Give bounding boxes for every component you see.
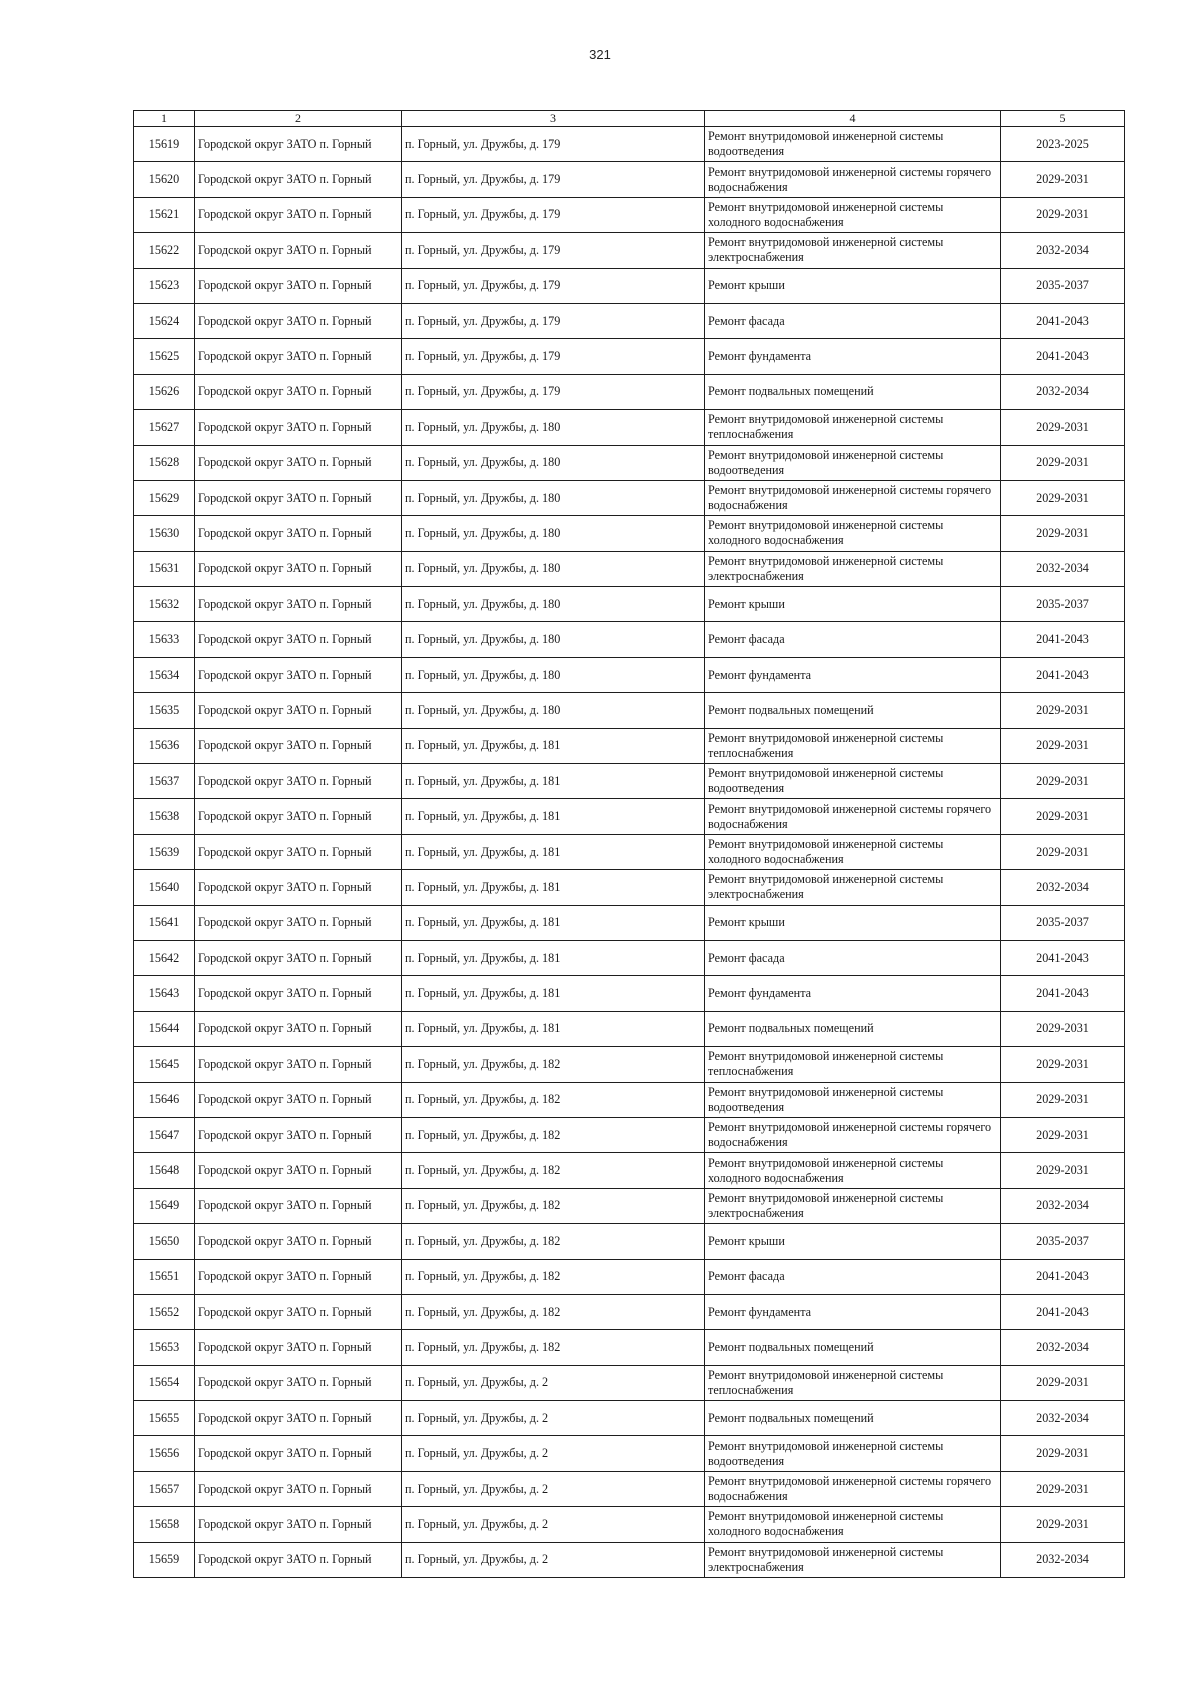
table-body: [134, 127, 1125, 1578]
table-row: [134, 622, 1125, 657]
work-type-cell: Ремонт внутридомовой инженерной системы теплоснабжения: [705, 1365, 1001, 1400]
period-cell: 2029-2031: [1001, 1047, 1125, 1082]
work-type-cell: Ремонт внутридомовой инженерной системы холодного водоснабжения: [705, 1153, 1001, 1188]
address-cell: п. Горный, ул. Дружбы, д. 182: [402, 1188, 705, 1223]
work-type-cell: Ремонт фасада: [705, 303, 1001, 338]
period-cell: 2029-2031: [1001, 1082, 1125, 1117]
table-row: [134, 162, 1125, 197]
table-row: [134, 693, 1125, 728]
municipality-cell: Городской округ ЗАТО п. Горный: [195, 197, 402, 232]
row-number-cell: 15643: [134, 976, 195, 1011]
address-cell: п. Горный, ул. Дружбы, д. 180: [402, 445, 705, 480]
municipality-cell: Городской округ ЗАТО п. Горный: [195, 339, 402, 374]
municipality-cell: Городской округ ЗАТО п. Горный: [195, 657, 402, 692]
work-type-cell: Ремонт фундамента: [705, 339, 1001, 374]
period-cell: 2029-2031: [1001, 480, 1125, 515]
row-number-cell: 15652: [134, 1294, 195, 1329]
period-cell: 2023-2025: [1001, 127, 1125, 162]
header-col-3: 3: [402, 111, 705, 127]
period-cell: 2032-2034: [1001, 1330, 1125, 1365]
period-cell: 2029-2031: [1001, 445, 1125, 480]
table-row: [134, 1153, 1125, 1188]
period-cell: 2035-2037: [1001, 1224, 1125, 1259]
municipality-cell: Городской округ ЗАТО п. Горный: [195, 1224, 402, 1259]
row-number-cell: 15619: [134, 127, 195, 162]
period-cell: 2029-2031: [1001, 516, 1125, 551]
address-cell: п. Горный, ул. Дружбы, д. 182: [402, 1224, 705, 1259]
row-number-cell: 15656: [134, 1436, 195, 1471]
table-row: [134, 764, 1125, 799]
row-number-cell: 15626: [134, 374, 195, 409]
municipality-cell: Городской округ ЗАТО п. Горный: [195, 834, 402, 869]
address-cell: п. Горный, ул. Дружбы, д. 182: [402, 1082, 705, 1117]
table-row: [134, 303, 1125, 338]
work-type-cell: Ремонт крыши: [705, 268, 1001, 303]
work-type-cell: Ремонт подвальных помещений: [705, 1401, 1001, 1436]
work-type-cell: Ремонт внутридомовой инженерной системы электроснабжения: [705, 1188, 1001, 1223]
period-cell: 2029-2031: [1001, 1507, 1125, 1542]
municipality-cell: Городской округ ЗАТО п. Горный: [195, 268, 402, 303]
table-row: [134, 1011, 1125, 1046]
work-type-cell: Ремонт внутридомовой инженерной системы теплоснабжения: [705, 410, 1001, 445]
table-row: [134, 1047, 1125, 1082]
row-number-cell: 15651: [134, 1259, 195, 1294]
work-type-cell: Ремонт внутридомовой инженерной системы холодного водоснабжения: [705, 1507, 1001, 1542]
address-cell: п. Горный, ул. Дружбы, д. 182: [402, 1294, 705, 1329]
work-type-cell: Ремонт внутридомовой инженерной системы горячего водоснабжения: [705, 799, 1001, 834]
period-cell: 2032-2034: [1001, 1188, 1125, 1223]
period-cell: 2032-2034: [1001, 1401, 1125, 1436]
municipality-cell: Городской округ ЗАТО п. Горный: [195, 693, 402, 728]
work-type-cell: Ремонт внутридомовой инженерной системы холодного водоснабжения: [705, 516, 1001, 551]
period-cell: 2041-2043: [1001, 976, 1125, 1011]
municipality-cell: Городской округ ЗАТО п. Горный: [195, 764, 402, 799]
work-type-cell: Ремонт подвальных помещений: [705, 1330, 1001, 1365]
address-cell: п. Горный, ул. Дружбы, д. 2: [402, 1507, 705, 1542]
municipality-cell: Городской округ ЗАТО п. Горный: [195, 1294, 402, 1329]
address-cell: п. Горный, ул. Дружбы, д. 179: [402, 162, 705, 197]
row-number-cell: 15633: [134, 622, 195, 657]
address-cell: п. Горный, ул. Дружбы, д. 181: [402, 940, 705, 975]
row-number-cell: 15647: [134, 1117, 195, 1152]
row-number-cell: 15638: [134, 799, 195, 834]
municipality-cell: Городской округ ЗАТО п. Горный: [195, 1188, 402, 1223]
municipality-cell: Городской округ ЗАТО п. Горный: [195, 622, 402, 657]
work-type-cell: Ремонт внутридомовой инженерной системы водоотведения: [705, 764, 1001, 799]
row-number-cell: 15658: [134, 1507, 195, 1542]
municipality-cell: Городской округ ЗАТО п. Горный: [195, 374, 402, 409]
address-cell: п. Горный, ул. Дружбы, д. 179: [402, 374, 705, 409]
work-type-cell: Ремонт крыши: [705, 905, 1001, 940]
period-cell: 2029-2031: [1001, 764, 1125, 799]
address-cell: п. Горный, ул. Дружбы, д. 179: [402, 127, 705, 162]
table-row: [134, 233, 1125, 268]
address-cell: п. Горный, ул. Дружбы, д. 180: [402, 410, 705, 445]
municipality-cell: Городской округ ЗАТО п. Горный: [195, 1117, 402, 1152]
municipality-cell: Городской округ ЗАТО п. Горный: [195, 587, 402, 622]
row-number-cell: 15637: [134, 764, 195, 799]
address-cell: п. Горный, ул. Дружбы, д. 180: [402, 587, 705, 622]
municipality-cell: Городской округ ЗАТО п. Горный: [195, 976, 402, 1011]
row-number-cell: 15623: [134, 268, 195, 303]
row-number-cell: 15622: [134, 233, 195, 268]
period-cell: 2029-2031: [1001, 1436, 1125, 1471]
municipality-cell: Городской округ ЗАТО п. Горный: [195, 1153, 402, 1188]
period-cell: 2029-2031: [1001, 799, 1125, 834]
header-row: [134, 111, 1125, 127]
row-number-cell: 15642: [134, 940, 195, 975]
row-number-cell: 15655: [134, 1401, 195, 1436]
period-cell: 2041-2043: [1001, 303, 1125, 338]
address-cell: п. Горный, ул. Дружбы, д. 180: [402, 480, 705, 515]
row-number-cell: 15644: [134, 1011, 195, 1046]
row-number-cell: 15646: [134, 1082, 195, 1117]
period-cell: 2035-2037: [1001, 587, 1125, 622]
municipality-cell: Городской округ ЗАТО п. Горный: [195, 1011, 402, 1046]
address-cell: п. Горный, ул. Дружбы, д. 181: [402, 799, 705, 834]
work-type-cell: Ремонт внутридомовой инженерной системы электроснабжения: [705, 1542, 1001, 1577]
table-row: [134, 268, 1125, 303]
municipality-cell: Городской округ ЗАТО п. Горный: [195, 480, 402, 515]
work-type-cell: Ремонт внутридомовой инженерной системы теплоснабжения: [705, 728, 1001, 763]
work-type-cell: Ремонт внутридомовой инженерной системы холодного водоснабжения: [705, 834, 1001, 869]
address-cell: п. Горный, ул. Дружбы, д. 2: [402, 1436, 705, 1471]
repair-schedule-table: [133, 110, 1125, 1578]
municipality-cell: Городской округ ЗАТО п. Горный: [195, 1401, 402, 1436]
row-number-cell: 15620: [134, 162, 195, 197]
address-cell: п. Горный, ул. Дружбы, д. 182: [402, 1330, 705, 1365]
period-cell: 2029-2031: [1001, 834, 1125, 869]
address-cell: п. Горный, ул. Дружбы, д. 182: [402, 1117, 705, 1152]
work-type-cell: Ремонт внутридомовой инженерной системы водоотведения: [705, 127, 1001, 162]
period-cell: 2032-2034: [1001, 233, 1125, 268]
table-header: [134, 111, 1125, 127]
address-cell: п. Горный, ул. Дружбы, д. 179: [402, 268, 705, 303]
address-cell: п. Горный, ул. Дружбы, д. 2: [402, 1365, 705, 1400]
address-cell: п. Горный, ул. Дружбы, д. 2: [402, 1401, 705, 1436]
row-number-cell: 15657: [134, 1471, 195, 1506]
table-row: [134, 587, 1125, 622]
row-number-cell: 15659: [134, 1542, 195, 1577]
address-cell: п. Горный, ул. Дружбы, д. 180: [402, 622, 705, 657]
address-cell: п. Горный, ул. Дружбы, д. 180: [402, 516, 705, 551]
table-row: [134, 1224, 1125, 1259]
work-type-cell: Ремонт внутридомовой инженерной системы электроснабжения: [705, 870, 1001, 905]
municipality-cell: Городской округ ЗАТО п. Горный: [195, 551, 402, 586]
header-col-5: 5: [1001, 111, 1125, 127]
row-number-cell: 15645: [134, 1047, 195, 1082]
address-cell: п. Горный, ул. Дружбы, д. 182: [402, 1259, 705, 1294]
work-type-cell: Ремонт внутридомовой инженерной системы холодного водоснабжения: [705, 197, 1001, 232]
municipality-cell: Городской округ ЗАТО п. Горный: [195, 1330, 402, 1365]
municipality-cell: Городской округ ЗАТО п. Горный: [195, 799, 402, 834]
period-cell: 2035-2037: [1001, 268, 1125, 303]
period-cell: 2041-2043: [1001, 940, 1125, 975]
address-cell: п. Горный, ул. Дружбы, д. 181: [402, 764, 705, 799]
address-cell: п. Горный, ул. Дружбы, д. 180: [402, 657, 705, 692]
work-type-cell: Ремонт внутридомовой инженерной системы водоотведения: [705, 1082, 1001, 1117]
table-row: [134, 516, 1125, 551]
table-row: [134, 1330, 1125, 1365]
work-type-cell: Ремонт внутридомовой инженерной системы горячего водоснабжения: [705, 1471, 1001, 1506]
table-row: [134, 127, 1125, 162]
period-cell: 2041-2043: [1001, 1294, 1125, 1329]
address-cell: п. Горный, ул. Дружбы, д. 179: [402, 339, 705, 374]
period-cell: 2029-2031: [1001, 1117, 1125, 1152]
table-row: [134, 905, 1125, 940]
work-type-cell: Ремонт крыши: [705, 587, 1001, 622]
row-number-cell: 15628: [134, 445, 195, 480]
work-type-cell: Ремонт крыши: [705, 1224, 1001, 1259]
municipality-cell: Городской округ ЗАТО п. Горный: [195, 303, 402, 338]
row-number-cell: 15621: [134, 197, 195, 232]
work-type-cell: Ремонт фундамента: [705, 1294, 1001, 1329]
work-type-cell: Ремонт внутридомовой инженерной системы горячего водоснабжения: [705, 480, 1001, 515]
address-cell: п. Горный, ул. Дружбы, д. 2: [402, 1542, 705, 1577]
row-number-cell: 15639: [134, 834, 195, 869]
header-col-1: 1: [134, 111, 195, 127]
row-number-cell: 15649: [134, 1188, 195, 1223]
period-cell: 2041-2043: [1001, 339, 1125, 374]
address-cell: п. Горный, ул. Дружбы, д. 179: [402, 303, 705, 338]
table-row: [134, 799, 1125, 834]
municipality-cell: Городской округ ЗАТО п. Горный: [195, 1507, 402, 1542]
header-col-4: 4: [705, 111, 1001, 127]
work-type-cell: Ремонт фасада: [705, 1259, 1001, 1294]
municipality-cell: Городской округ ЗАТО п. Горный: [195, 162, 402, 197]
period-cell: 2041-2043: [1001, 622, 1125, 657]
municipality-cell: Городской округ ЗАТО п. Горный: [195, 127, 402, 162]
work-type-cell: Ремонт внутридомовой инженерной системы электроснабжения: [705, 551, 1001, 586]
period-cell: 2029-2031: [1001, 693, 1125, 728]
row-number-cell: 15625: [134, 339, 195, 374]
municipality-cell: Городской округ ЗАТО п. Горный: [195, 445, 402, 480]
row-number-cell: 15629: [134, 480, 195, 515]
period-cell: 2029-2031: [1001, 728, 1125, 763]
row-number-cell: 15632: [134, 587, 195, 622]
municipality-cell: Городской округ ЗАТО п. Горный: [195, 1436, 402, 1471]
period-cell: 2029-2031: [1001, 410, 1125, 445]
address-cell: п. Горный, ул. Дружбы, д. 180: [402, 551, 705, 586]
address-cell: п. Горный, ул. Дружбы, д. 180: [402, 693, 705, 728]
period-cell: 2029-2031: [1001, 1011, 1125, 1046]
table-row: [134, 1082, 1125, 1117]
work-type-cell: Ремонт внутридомовой инженерной системы водоотведения: [705, 1436, 1001, 1471]
table-row: [134, 1188, 1125, 1223]
table-row: [134, 339, 1125, 374]
table-row: [134, 1436, 1125, 1471]
municipality-cell: Городской округ ЗАТО п. Горный: [195, 940, 402, 975]
row-number-cell: 15636: [134, 728, 195, 763]
row-number-cell: 15648: [134, 1153, 195, 1188]
work-type-cell: Ремонт внутридомовой инженерной системы теплоснабжения: [705, 1047, 1001, 1082]
table-row: [134, 657, 1125, 692]
period-cell: 2032-2034: [1001, 1542, 1125, 1577]
table-row: [134, 728, 1125, 763]
table-row: [134, 1471, 1125, 1506]
table-row: [134, 374, 1125, 409]
work-type-cell: Ремонт подвальных помещений: [705, 1011, 1001, 1046]
address-cell: п. Горный, ул. Дружбы, д. 181: [402, 1011, 705, 1046]
row-number-cell: 15641: [134, 905, 195, 940]
row-number-cell: 15635: [134, 693, 195, 728]
work-type-cell: Ремонт внутридомовой инженерной системы электроснабжения: [705, 233, 1001, 268]
municipality-cell: Городской округ ЗАТО п. Горный: [195, 233, 402, 268]
period-cell: 2032-2034: [1001, 870, 1125, 905]
work-type-cell: Ремонт фундамента: [705, 657, 1001, 692]
period-cell: 2035-2037: [1001, 905, 1125, 940]
table-row: [134, 834, 1125, 869]
work-type-cell: Ремонт фундамента: [705, 976, 1001, 1011]
work-type-cell: Ремонт внутридомовой инженерной системы горячего водоснабжения: [705, 162, 1001, 197]
row-number-cell: 15627: [134, 410, 195, 445]
address-cell: п. Горный, ул. Дружбы, д. 179: [402, 197, 705, 232]
table-row: [134, 1401, 1125, 1436]
address-cell: п. Горный, ул. Дружбы, д. 182: [402, 1153, 705, 1188]
table-row: [134, 870, 1125, 905]
work-type-cell: Ремонт фасада: [705, 622, 1001, 657]
page-number: 321: [589, 47, 611, 62]
municipality-cell: Городской округ ЗАТО п. Горный: [195, 1542, 402, 1577]
work-type-cell: Ремонт подвальных помещений: [705, 374, 1001, 409]
row-number-cell: 15654: [134, 1365, 195, 1400]
table-row: [134, 445, 1125, 480]
period-cell: 2029-2031: [1001, 162, 1125, 197]
period-cell: 2041-2043: [1001, 1259, 1125, 1294]
table-row: [134, 1507, 1125, 1542]
address-cell: п. Горный, ул. Дружбы, д. 181: [402, 834, 705, 869]
work-type-cell: Ремонт внутридомовой инженерной системы горячего водоснабжения: [705, 1117, 1001, 1152]
period-cell: 2029-2031: [1001, 197, 1125, 232]
row-number-cell: 15630: [134, 516, 195, 551]
municipality-cell: Городской округ ЗАТО п. Горный: [195, 1259, 402, 1294]
municipality-cell: Городской округ ЗАТО п. Горный: [195, 1471, 402, 1506]
row-number-cell: 15624: [134, 303, 195, 338]
row-number-cell: 15640: [134, 870, 195, 905]
table-row: [134, 1365, 1125, 1400]
row-number-cell: 15631: [134, 551, 195, 586]
period-cell: 2041-2043: [1001, 657, 1125, 692]
table-row: [134, 1117, 1125, 1152]
address-cell: п. Горный, ул. Дружбы, д. 2: [402, 1471, 705, 1506]
table-row: [134, 1259, 1125, 1294]
row-number-cell: 15634: [134, 657, 195, 692]
address-cell: п. Горный, ул. Дружбы, д. 179: [402, 233, 705, 268]
row-number-cell: 15650: [134, 1224, 195, 1259]
table-row: [134, 480, 1125, 515]
municipality-cell: Городской округ ЗАТО п. Горный: [195, 728, 402, 763]
table-row: [134, 551, 1125, 586]
period-cell: 2029-2031: [1001, 1153, 1125, 1188]
work-type-cell: Ремонт подвальных помещений: [705, 693, 1001, 728]
address-cell: п. Горный, ул. Дружбы, д. 182: [402, 1047, 705, 1082]
municipality-cell: Городской округ ЗАТО п. Горный: [195, 1047, 402, 1082]
row-number-cell: 15653: [134, 1330, 195, 1365]
table-row: [134, 410, 1125, 445]
work-type-cell: Ремонт фасада: [705, 940, 1001, 975]
table-row: [134, 1542, 1125, 1577]
municipality-cell: Городской округ ЗАТО п. Горный: [195, 410, 402, 445]
table-row: [134, 1294, 1125, 1329]
table-row: [134, 197, 1125, 232]
municipality-cell: Городской округ ЗАТО п. Горный: [195, 1082, 402, 1117]
header-col-2: 2: [195, 111, 402, 127]
municipality-cell: Городской округ ЗАТО п. Горный: [195, 870, 402, 905]
work-type-cell: Ремонт внутридомовой инженерной системы водоотведения: [705, 445, 1001, 480]
table-row: [134, 940, 1125, 975]
municipality-cell: Городской округ ЗАТО п. Горный: [195, 905, 402, 940]
address-cell: п. Горный, ул. Дружбы, д. 181: [402, 905, 705, 940]
period-cell: 2032-2034: [1001, 551, 1125, 586]
address-cell: п. Горный, ул. Дружбы, д. 181: [402, 870, 705, 905]
period-cell: 2029-2031: [1001, 1365, 1125, 1400]
address-cell: п. Горный, ул. Дружбы, д. 181: [402, 976, 705, 1011]
period-cell: 2032-2034: [1001, 374, 1125, 409]
address-cell: п. Горный, ул. Дружбы, д. 181: [402, 728, 705, 763]
table-row: [134, 976, 1125, 1011]
municipality-cell: Городской округ ЗАТО п. Горный: [195, 1365, 402, 1400]
period-cell: 2029-2031: [1001, 1471, 1125, 1506]
municipality-cell: Городской округ ЗАТО п. Горный: [195, 516, 402, 551]
